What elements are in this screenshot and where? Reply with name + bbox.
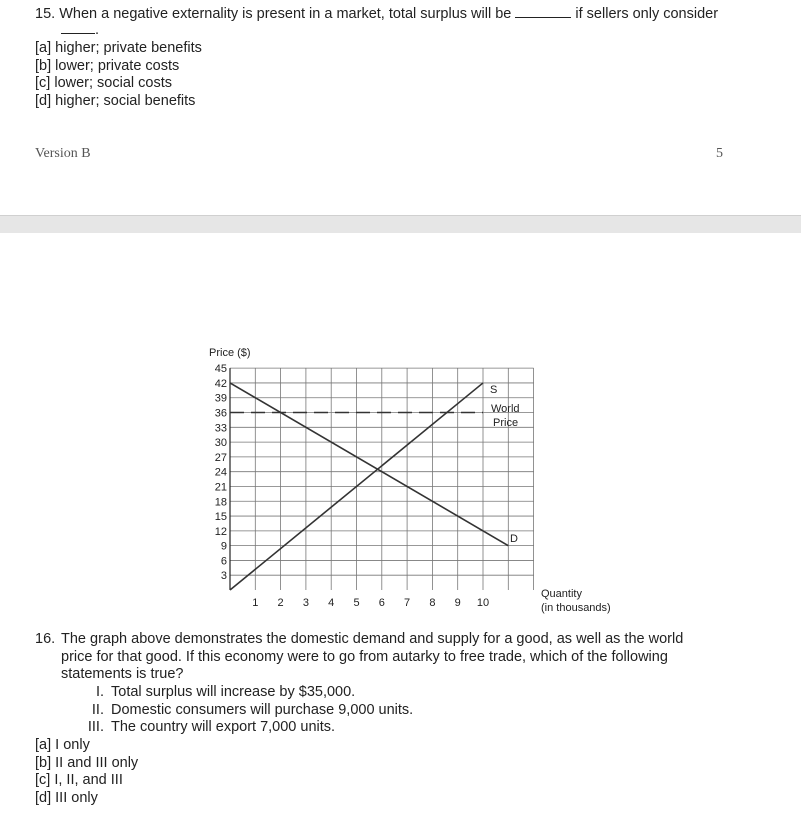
y-tick-label: 12 [214, 525, 227, 538]
q16-option-d[interactable] [35, 790, 98, 808]
x-tick-label: 5 [353, 597, 360, 609]
option-letter: [c] [35, 772, 51, 788]
footer-page-number: 5 [716, 146, 723, 161]
option-letter: [d] [35, 93, 52, 109]
q16-option-c[interactable] [35, 772, 123, 790]
footer-version: Version B [35, 146, 91, 161]
y-tick-label: 33 [214, 422, 227, 435]
y-tick-label: 39 [214, 392, 227, 405]
q15-line2-end: . [95, 22, 100, 38]
x-tick-label: 3 [302, 597, 309, 609]
x-tick-label: 2 [277, 597, 284, 609]
statement-text: The country will export 7,000 units. [111, 719, 336, 735]
statement-text: Domestic consumers will purchase 9,000 units. [111, 702, 414, 718]
q16-statement-2 [78, 702, 413, 720]
x-tick-label: 10 [476, 597, 490, 609]
option-letter: [b] [35, 58, 52, 74]
y-tick-label: 27 [214, 451, 227, 464]
q16-line-2: price for that good. If this economy were to go from autarky to free trade, which of the following [61, 648, 668, 665]
q15-text-after: if sellers only consider [575, 6, 719, 22]
x-tick-label: 6 [378, 597, 385, 609]
x-tick-label: 7 [404, 597, 411, 609]
series-line-d [230, 383, 508, 546]
option-text: higher; social benefits [55, 93, 196, 109]
option-letter: [b] [35, 755, 52, 771]
y-tick-label: 18 [214, 496, 227, 509]
x-tick-labels [252, 597, 489, 609]
option-text: lower; social costs [54, 75, 172, 91]
series-label-s: S [490, 384, 498, 396]
y-tick-label: 42 [214, 377, 227, 390]
y-tick-label: 21 [214, 481, 227, 494]
x-tick-label: 8 [429, 597, 436, 609]
option-text: II and III only [55, 755, 139, 771]
world-price-label-line2: Price [493, 417, 519, 429]
x-tick-label: 9 [454, 597, 461, 609]
option-text: III only [55, 790, 98, 806]
y-axis-label: Price ($) [209, 347, 251, 359]
q15-text-before: When a negative externality is present in a market, total surplus will be [59, 6, 512, 22]
y-tick-label: 45 [214, 363, 227, 376]
world-price-label-line1: World [491, 403, 520, 415]
q16-number: 16. [35, 631, 56, 647]
q15-number: 15. [35, 6, 56, 22]
q16-stem [35, 631, 795, 684]
statement-numeral: I. [95, 684, 104, 700]
q16-statement-1 [78, 684, 355, 702]
q16-statement-3 [78, 719, 335, 737]
series-label-d: D [510, 533, 518, 545]
option-text: I only [55, 737, 90, 753]
y-tick-label: 6 [220, 555, 227, 568]
y-tick-label: 15 [214, 511, 227, 524]
y-tick-label: 24 [214, 466, 227, 479]
option-letter: [c] [35, 75, 51, 91]
x-tick-label: 1 [252, 597, 259, 609]
chart-grid [230, 368, 534, 590]
statement-numeral: III. [87, 719, 104, 735]
y-tick-label: 30 [214, 437, 227, 450]
option-letter: [a] [35, 40, 52, 56]
q16-line-3: statements is true? [61, 666, 184, 682]
option-text: lower; private costs [55, 58, 180, 74]
q16-option-a[interactable] [35, 737, 90, 755]
y-tick-label: 3 [220, 570, 227, 583]
y-tick-label: 36 [214, 407, 227, 420]
x-axis-label-line1: Quantity [541, 588, 582, 600]
option-text: I, II, and III [54, 772, 123, 788]
option-letter: [a] [35, 737, 52, 753]
q16-option-b[interactable] [35, 755, 138, 773]
statement-numeral: II. [91, 702, 104, 718]
statement-text: Total surplus will increase by $35,000. [111, 684, 356, 700]
y-tick-label: 9 [220, 540, 227, 553]
option-letter: [d] [35, 790, 52, 806]
x-tick-label: 4 [328, 597, 335, 609]
q16-text-1: The graph above demonstrates the domestic demand and supply for a good, as well as the world [61, 631, 684, 647]
option-text: higher; private benefits [55, 40, 202, 56]
x-axis-label-line2: (in thousands) [541, 602, 611, 614]
q16-line-1 [35, 631, 795, 649]
y-tick-labels [215, 363, 227, 582]
